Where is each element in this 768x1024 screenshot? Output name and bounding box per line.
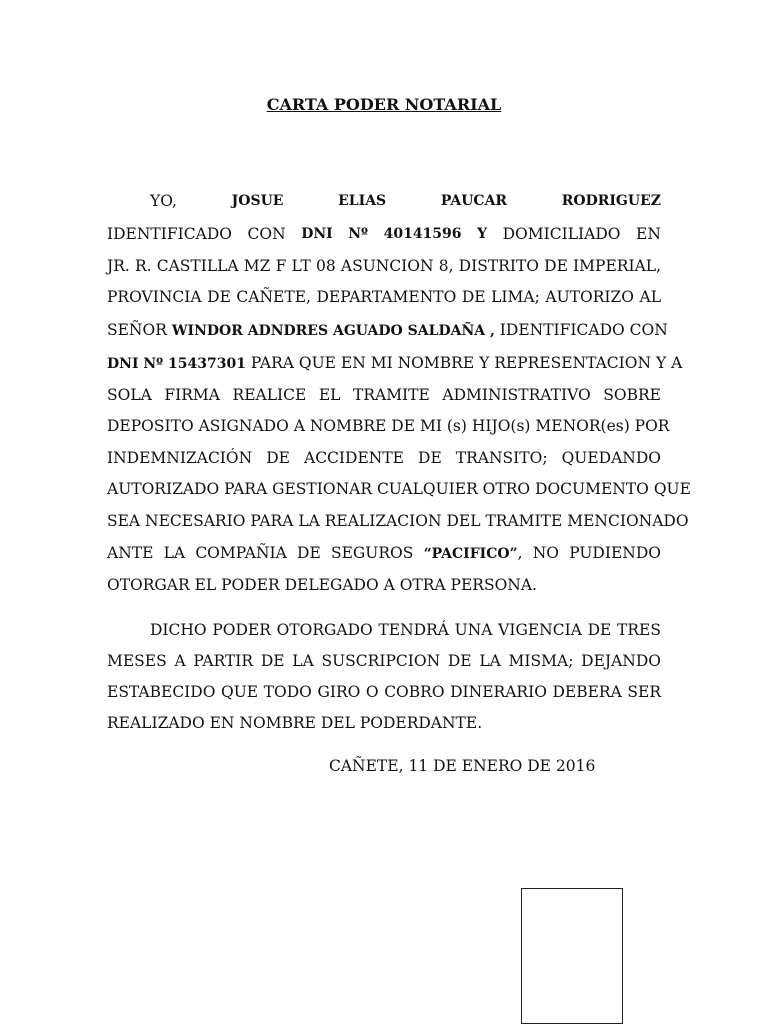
text-en: EN: [636, 225, 661, 243]
grantor-name-3: PAUCAR: [440, 193, 508, 209]
grantor-dni-label: DNI: [301, 226, 333, 242]
paragraph-1-line-5: [107, 320, 668, 341]
text-para-que: PARA QUE EN MI NOMBRE Y REPRESENTACION Y A: [245, 354, 683, 372]
text-y: Y: [477, 226, 488, 242]
text-ante-la-compania: ANTE LA COMPAÑIA DE SEGUROS: [107, 544, 424, 562]
grantor-name-1: JOSUE: [231, 193, 284, 209]
grantor-name-4: RODRIGUEZ: [561, 193, 661, 209]
paragraph-1-line-9: INDEMNIZACIÓN DE ACCIDENTE DE TRANSITO; QUEDANDO: [107, 449, 661, 467]
text-senor: SEÑOR: [107, 321, 172, 339]
paragraph-1-line-10: AUTORIZADO PARA GESTIONAR CUALQUIER OTRO DOCUMENTO QUE: [107, 480, 691, 498]
paragraph-1-line-3: JR. R. CASTILLA MZ F LT 08 ASUNCION 8, DISTRITO DE IMPERIAL,: [107, 257, 661, 275]
paragraph-2-line-3: ESTABECIDO QUE TODO GIRO O COBRO DINERARIO DEBERA SER: [107, 683, 661, 701]
paragraph-2-line-2: MESES A PARTIR DE LA SUSCRIPCION DE LA MISMA; DEJANDO: [107, 652, 661, 670]
insurance-company: “PACIFICO”: [423, 546, 518, 562]
paragraph-1-line-1: [150, 191, 661, 211]
paragraph-1-line-7: SOLA FIRMA REALICE EL TRAMITE ADMINISTRATIVO SOBRE: [107, 386, 661, 404]
text-identificado: IDENTIFICADO: [107, 225, 232, 243]
attorney-name: WINDOR ADNDRES AGUADO SALDAÑA ,: [171, 323, 495, 339]
paragraph-1-line-4: PROVINCIA DE CAÑETE, DEPARTAMENTO DE LIMA; AUTORIZO AL: [107, 288, 661, 306]
text-domiciliado: DOMICILIADO: [502, 225, 621, 243]
paragraph-1-line-8: DEPOSITO ASIGNADO A NOMBRE DE MI (s) HIJO(s) MENOR(es) POR: [107, 417, 670, 435]
paragraph-1-line-11: SEA NECESARIO PARA LA REALIZACION DEL TRAMITE MENCIONADO: [107, 512, 689, 530]
paragraph-1-line-13: OTORGAR EL PODER DELEGADO A OTRA PERSONA.: [107, 576, 537, 594]
paragraph-1-line-6: [107, 353, 683, 374]
text-no-pudiendo: , NO PUDIENDO: [517, 544, 661, 562]
document-title: CARTA PODER NOTARIAL: [266, 95, 502, 114]
paragraph-2-line-1: DICHO PODER OTORGADO TENDRÁ UNA VIGENCIA DE TRES: [150, 621, 661, 639]
grantor-dni-number: 40141596: [383, 226, 462, 242]
attorney-dni: DNI Nº 15437301: [107, 356, 246, 372]
fingerprint-box: [521, 888, 623, 1024]
paragraph-2-line-4: REALIZADO EN NOMBRE DEL PODERDANTE.: [107, 714, 483, 732]
text-yo: YO,: [150, 192, 177, 210]
grantor-name-2: ELIAS: [338, 193, 387, 209]
paragraph-1-line-12: [107, 543, 661, 564]
text-identificado-con: IDENTIFICADO CON: [494, 321, 668, 339]
grantor-dni-no: Nº: [348, 226, 369, 242]
text-con: CON: [247, 225, 286, 243]
date-line: CAÑETE, 11 DE ENERO DE 2016: [329, 757, 596, 775]
paragraph-1-line-2: [107, 224, 661, 244]
